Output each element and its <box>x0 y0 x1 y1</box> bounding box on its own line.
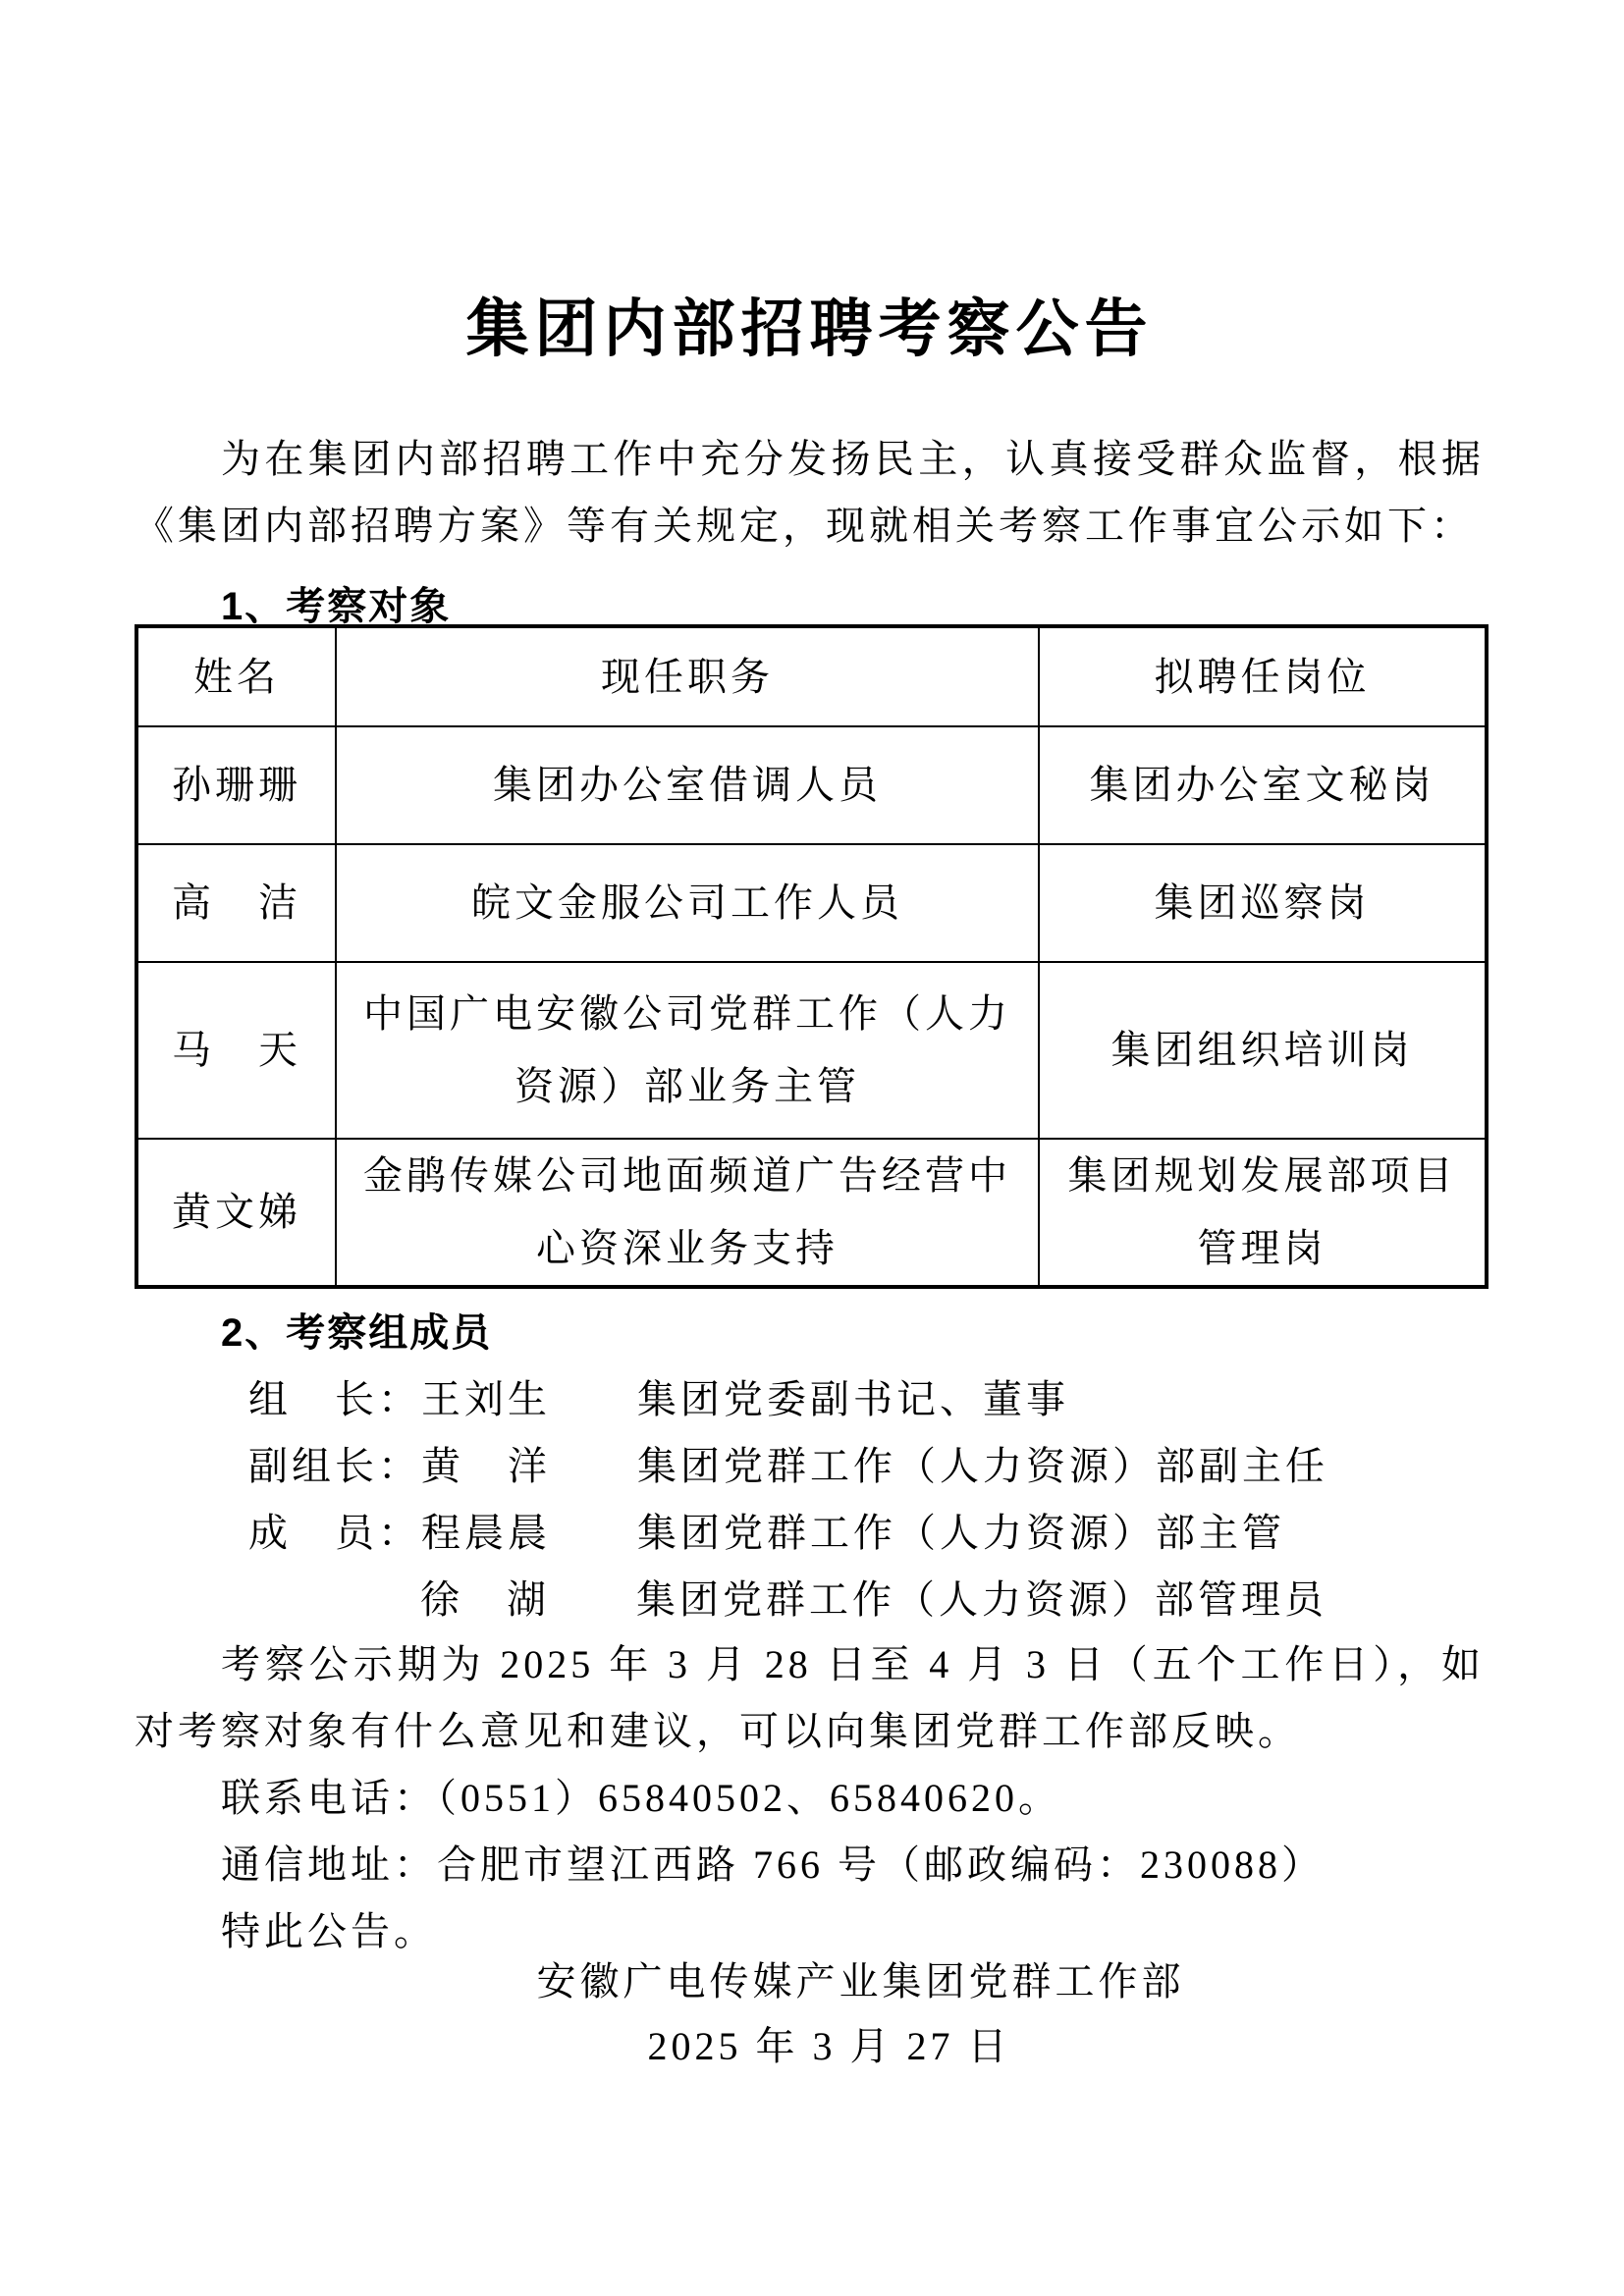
member-line-member-2: 徐 湖 集团党群工作（人力资源）部管理员 <box>420 1577 1327 1622</box>
cell-proposed: 集团办公室文秘岗 <box>1039 726 1487 844</box>
cell-name: 孙珊珊 <box>136 726 336 844</box>
signature-department: 安徽广电传媒产业集团党群工作部 <box>536 1959 1185 2003</box>
table-row <box>136 726 1487 844</box>
table-row <box>136 962 1487 1139</box>
column-header-position: 现任职务 <box>336 626 1039 726</box>
table-row <box>136 844 1487 962</box>
contact-phone-line: 联系电话：（0551）65840502、65840620。 <box>221 1776 1061 1820</box>
cell-proposed: 集团规划发展部项目管理岗 <box>1039 1139 1487 1287</box>
section-1-heading: 1、考察对象 <box>221 585 452 628</box>
cell-name: 高 洁 <box>136 844 336 962</box>
member-line-leader: 组 长：王刘生 集团党委副书记、董事 <box>248 1377 1069 1421</box>
cell-position: 集团办公室借调人员 <box>336 726 1039 844</box>
member-line-member-1: 成 员：程晨晨 集团党群工作（人力资源）部主管 <box>248 1511 1285 1555</box>
cell-position: 金鹃传媒公司地面频道广告经营中心资深业务支持 <box>336 1139 1039 1287</box>
cell-proposed: 集团组织培训岗 <box>1039 962 1487 1139</box>
cell-name: 黄文娣 <box>136 1139 336 1287</box>
cell-proposed: 集团巡察岗 <box>1039 844 1487 962</box>
table-header-row <box>136 626 1487 726</box>
mailing-address-line: 通信地址：合肥市望江西路 766 号（邮政编码：230088） <box>221 1842 1325 1887</box>
inspection-team-list <box>135 1366 1485 1633</box>
notice-line: 特此公告。 <box>221 1909 437 1953</box>
column-header-name: 姓名 <box>136 626 336 726</box>
column-header-proposed: 拟聘任岗位 <box>1039 626 1487 726</box>
inspection-targets-table <box>135 624 1489 1289</box>
table-row <box>136 1139 1487 1287</box>
cell-name: 马 天 <box>136 962 336 1139</box>
section-2-heading: 2、考察组成员 <box>221 1311 493 1355</box>
intro-paragraph: 为在集团内部招聘工作中充分发扬民主，认真接受群众监督，根据《集团内部招聘方案》等有关规定，现就相关考察工作事宜公示如下： <box>135 437 1485 548</box>
cell-position: 皖文金服公司工作人员 <box>336 844 1039 962</box>
page-title: 集团内部招聘考察公告 <box>465 294 1154 364</box>
publicity-period-paragraph: 考察公示期为 2025 年 3 月 28 日至 4 月 3 日（五个工作日），如对考察对象有什么意见和建议，可以向集团党群工作部反映。 <box>135 1642 1485 1753</box>
signature-date: 2025 年 3 月 27 日 <box>647 2024 1011 2068</box>
cell-position: 中国广电安徽公司党群工作（人力资源）部业务主管 <box>336 962 1039 1139</box>
member-line-deputy-leader: 副组长：黄 洋 集团党群工作（人力资源）部副主任 <box>248 1444 1328 1488</box>
